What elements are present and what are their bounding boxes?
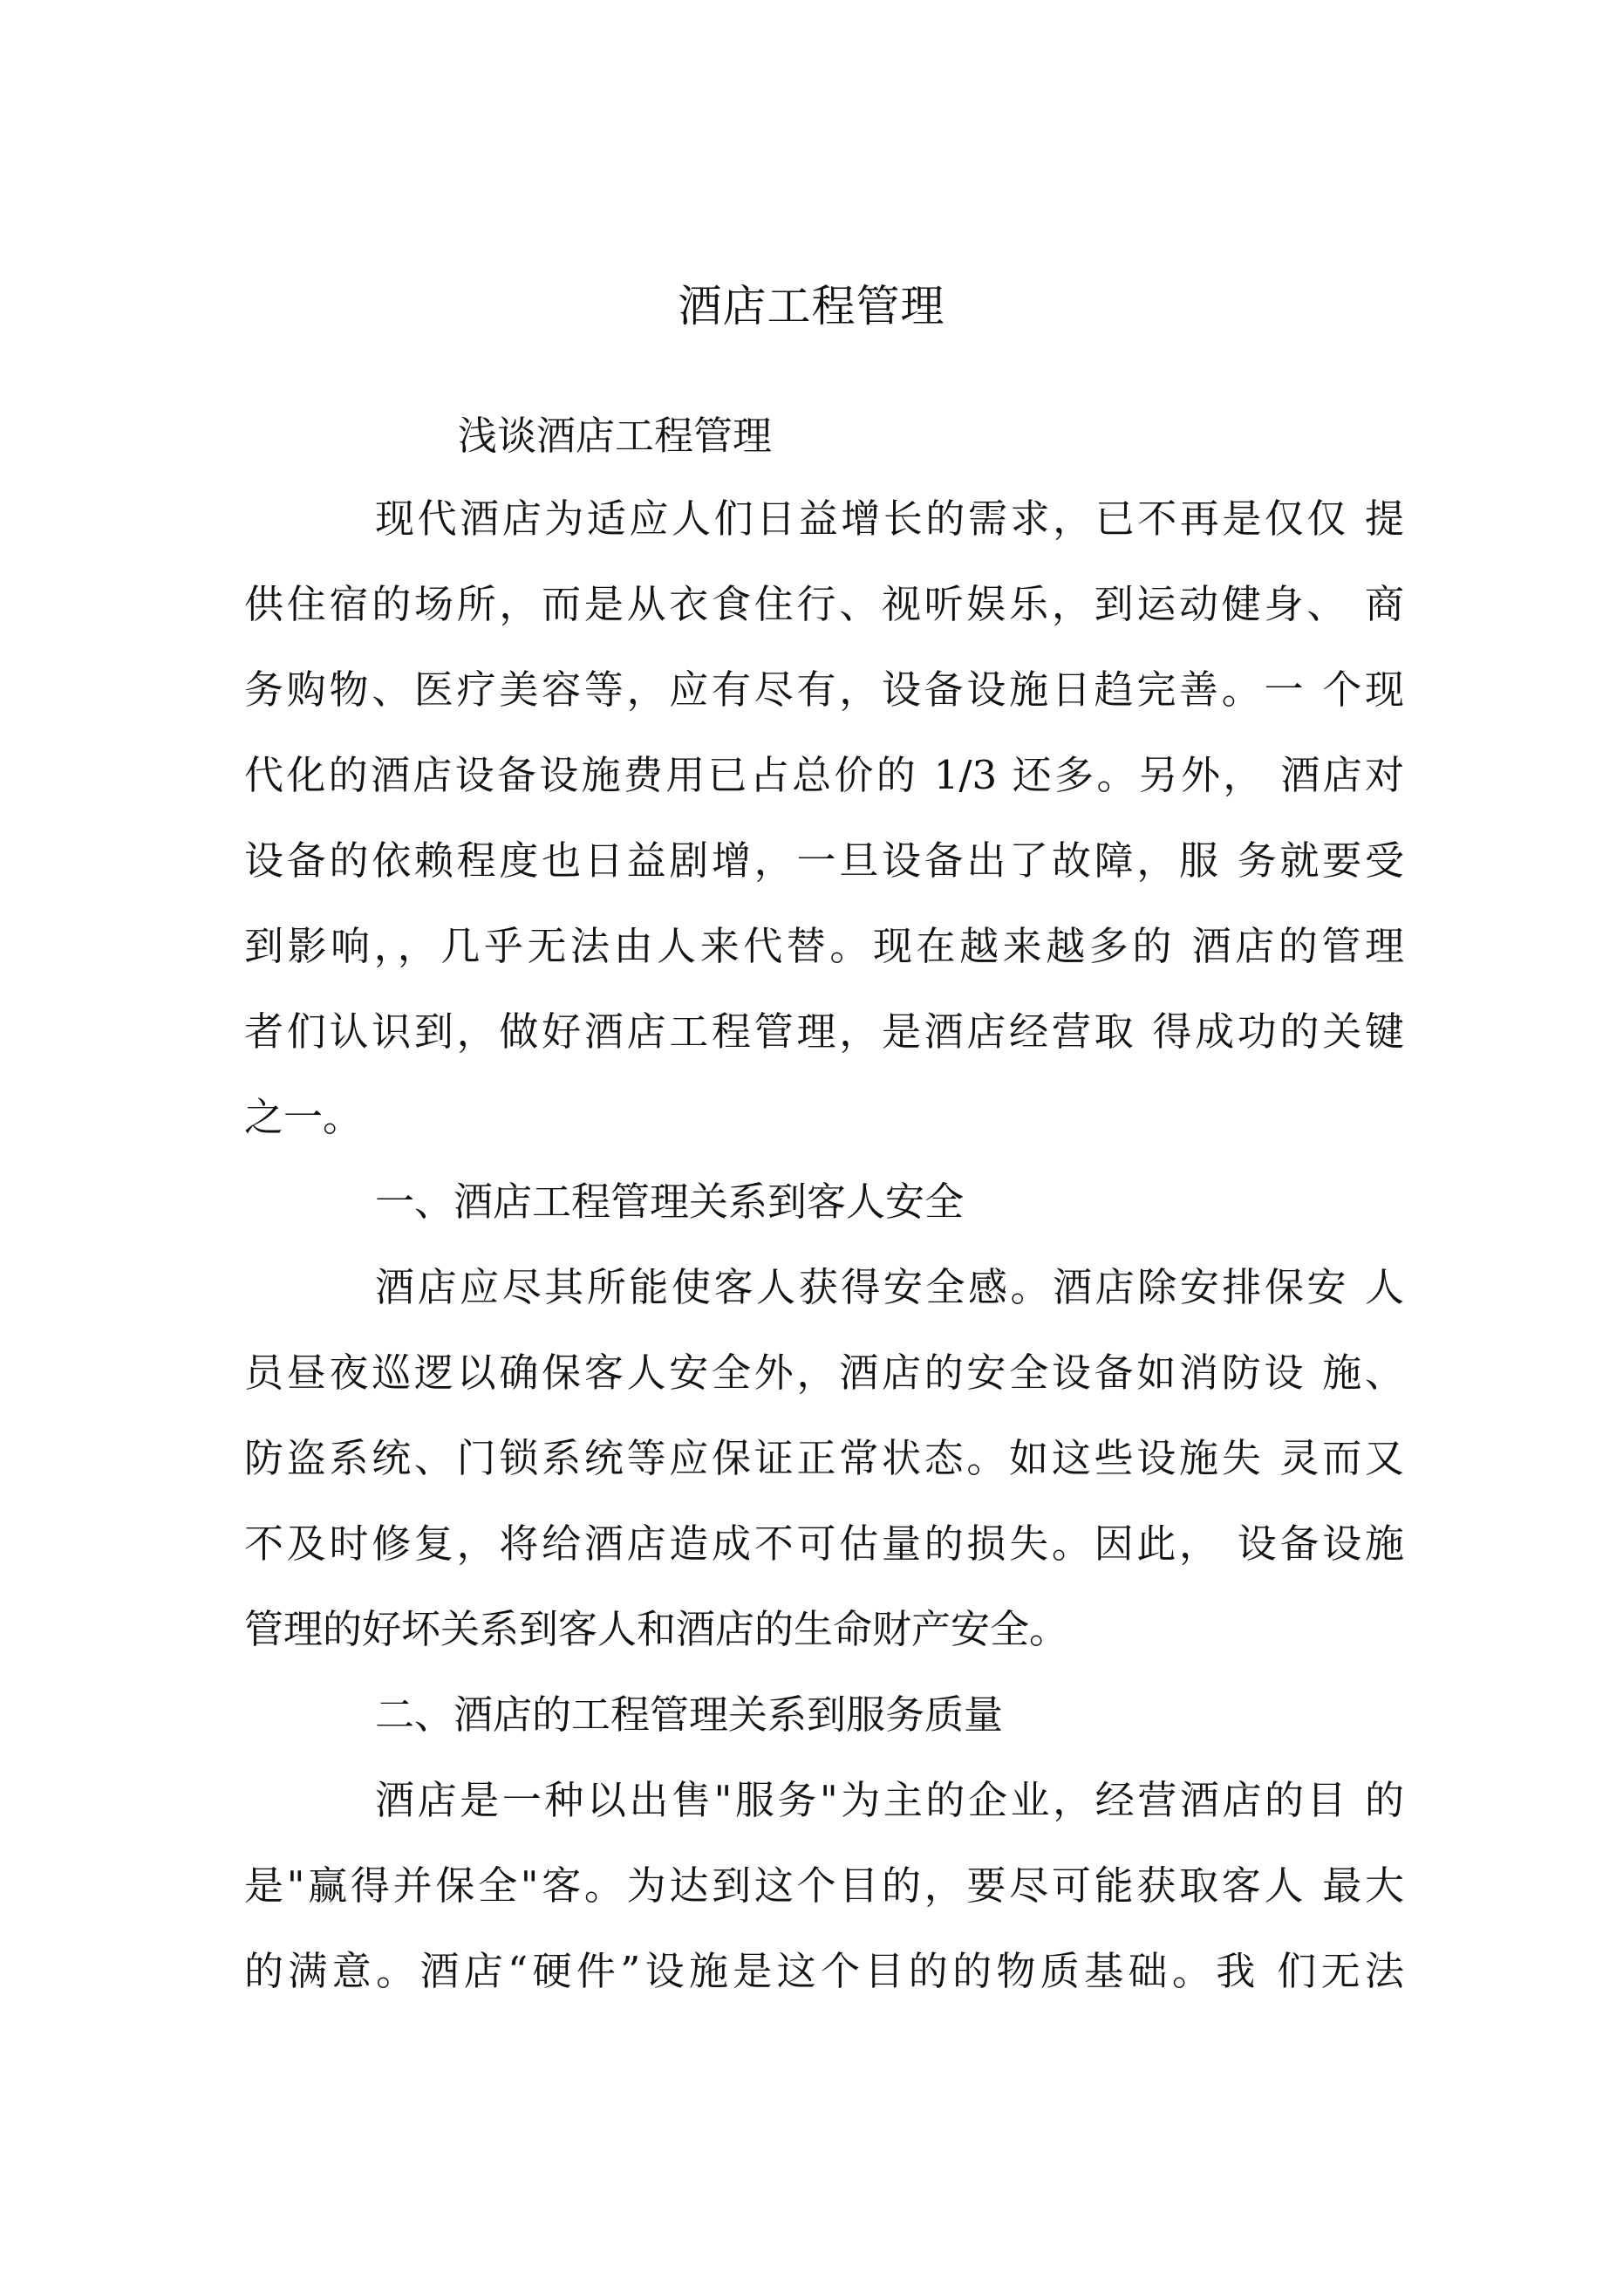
section-heading: 二、酒店的工程管理关系到服务质量: [375, 1691, 1004, 1738]
paragraph-line: 者们认识到，做好酒店工程管理，是酒店经营取 得成功的关键: [244, 1008, 1404, 1055]
paragraph-line: 管理的好坏关系到客人和酒店的生命财产安全。: [244, 1606, 1069, 1652]
paragraph-line: 现代酒店为适应人们日益增长的需求，已不再是仅仅 提: [375, 495, 1404, 542]
paragraph-line: 不及时修复，将给酒店造成不可估量的损失。因此， 设备设施: [244, 1520, 1404, 1567]
paragraph-line: 到影响，，几乎无法由人来代替。现在越来越多的 酒店的管理: [244, 923, 1404, 969]
paragraph-line: 务购物、医疗美容等，应有尽有，设备设施日趋完善。一 个现: [244, 666, 1404, 713]
document-title: 酒店工程管理: [678, 281, 945, 331]
paragraph-line: 员昼夜巡逻以确保客人安全外，酒店的安全设备如消防设 施、: [244, 1350, 1404, 1396]
paragraph-line: 代化的酒店设备设施费用已占总价的 1/3 还多。另外， 酒店对: [244, 752, 1404, 798]
paragraph-line: 防盗系统、门锁系统等应保证正常状态。如这些设施失 灵而又: [244, 1435, 1404, 1481]
paragraph-line: 是"赢得并保全"客。为达到这个目的，要尽可能获取客人 最大: [244, 1862, 1404, 1909]
paragraph-line: 的满意。酒店“硬件”设施是这个目的的物质基础。我 们无法: [244, 1948, 1404, 1994]
paragraph-line: 酒店是一种以出售"服务"为主的企业，经营酒店的目 的: [375, 1777, 1404, 1823]
paragraph-line: 供住宿的场所，而是从衣食住行、视听娱乐，到运动健身、 商: [244, 581, 1404, 627]
section-heading: 一、酒店工程管理关系到客人安全: [375, 1179, 965, 1225]
paragraph-line: 设备的依赖程度也日益剧增，一旦设备出了故障，服 务就要受: [244, 837, 1404, 884]
document-subtitle: 浅谈酒店工程管理: [458, 413, 773, 459]
paragraph-line: 之一。: [244, 1094, 363, 1140]
paragraph-line: 酒店应尽其所能使客人获得安全感。酒店除安排保安 人: [375, 1264, 1404, 1310]
